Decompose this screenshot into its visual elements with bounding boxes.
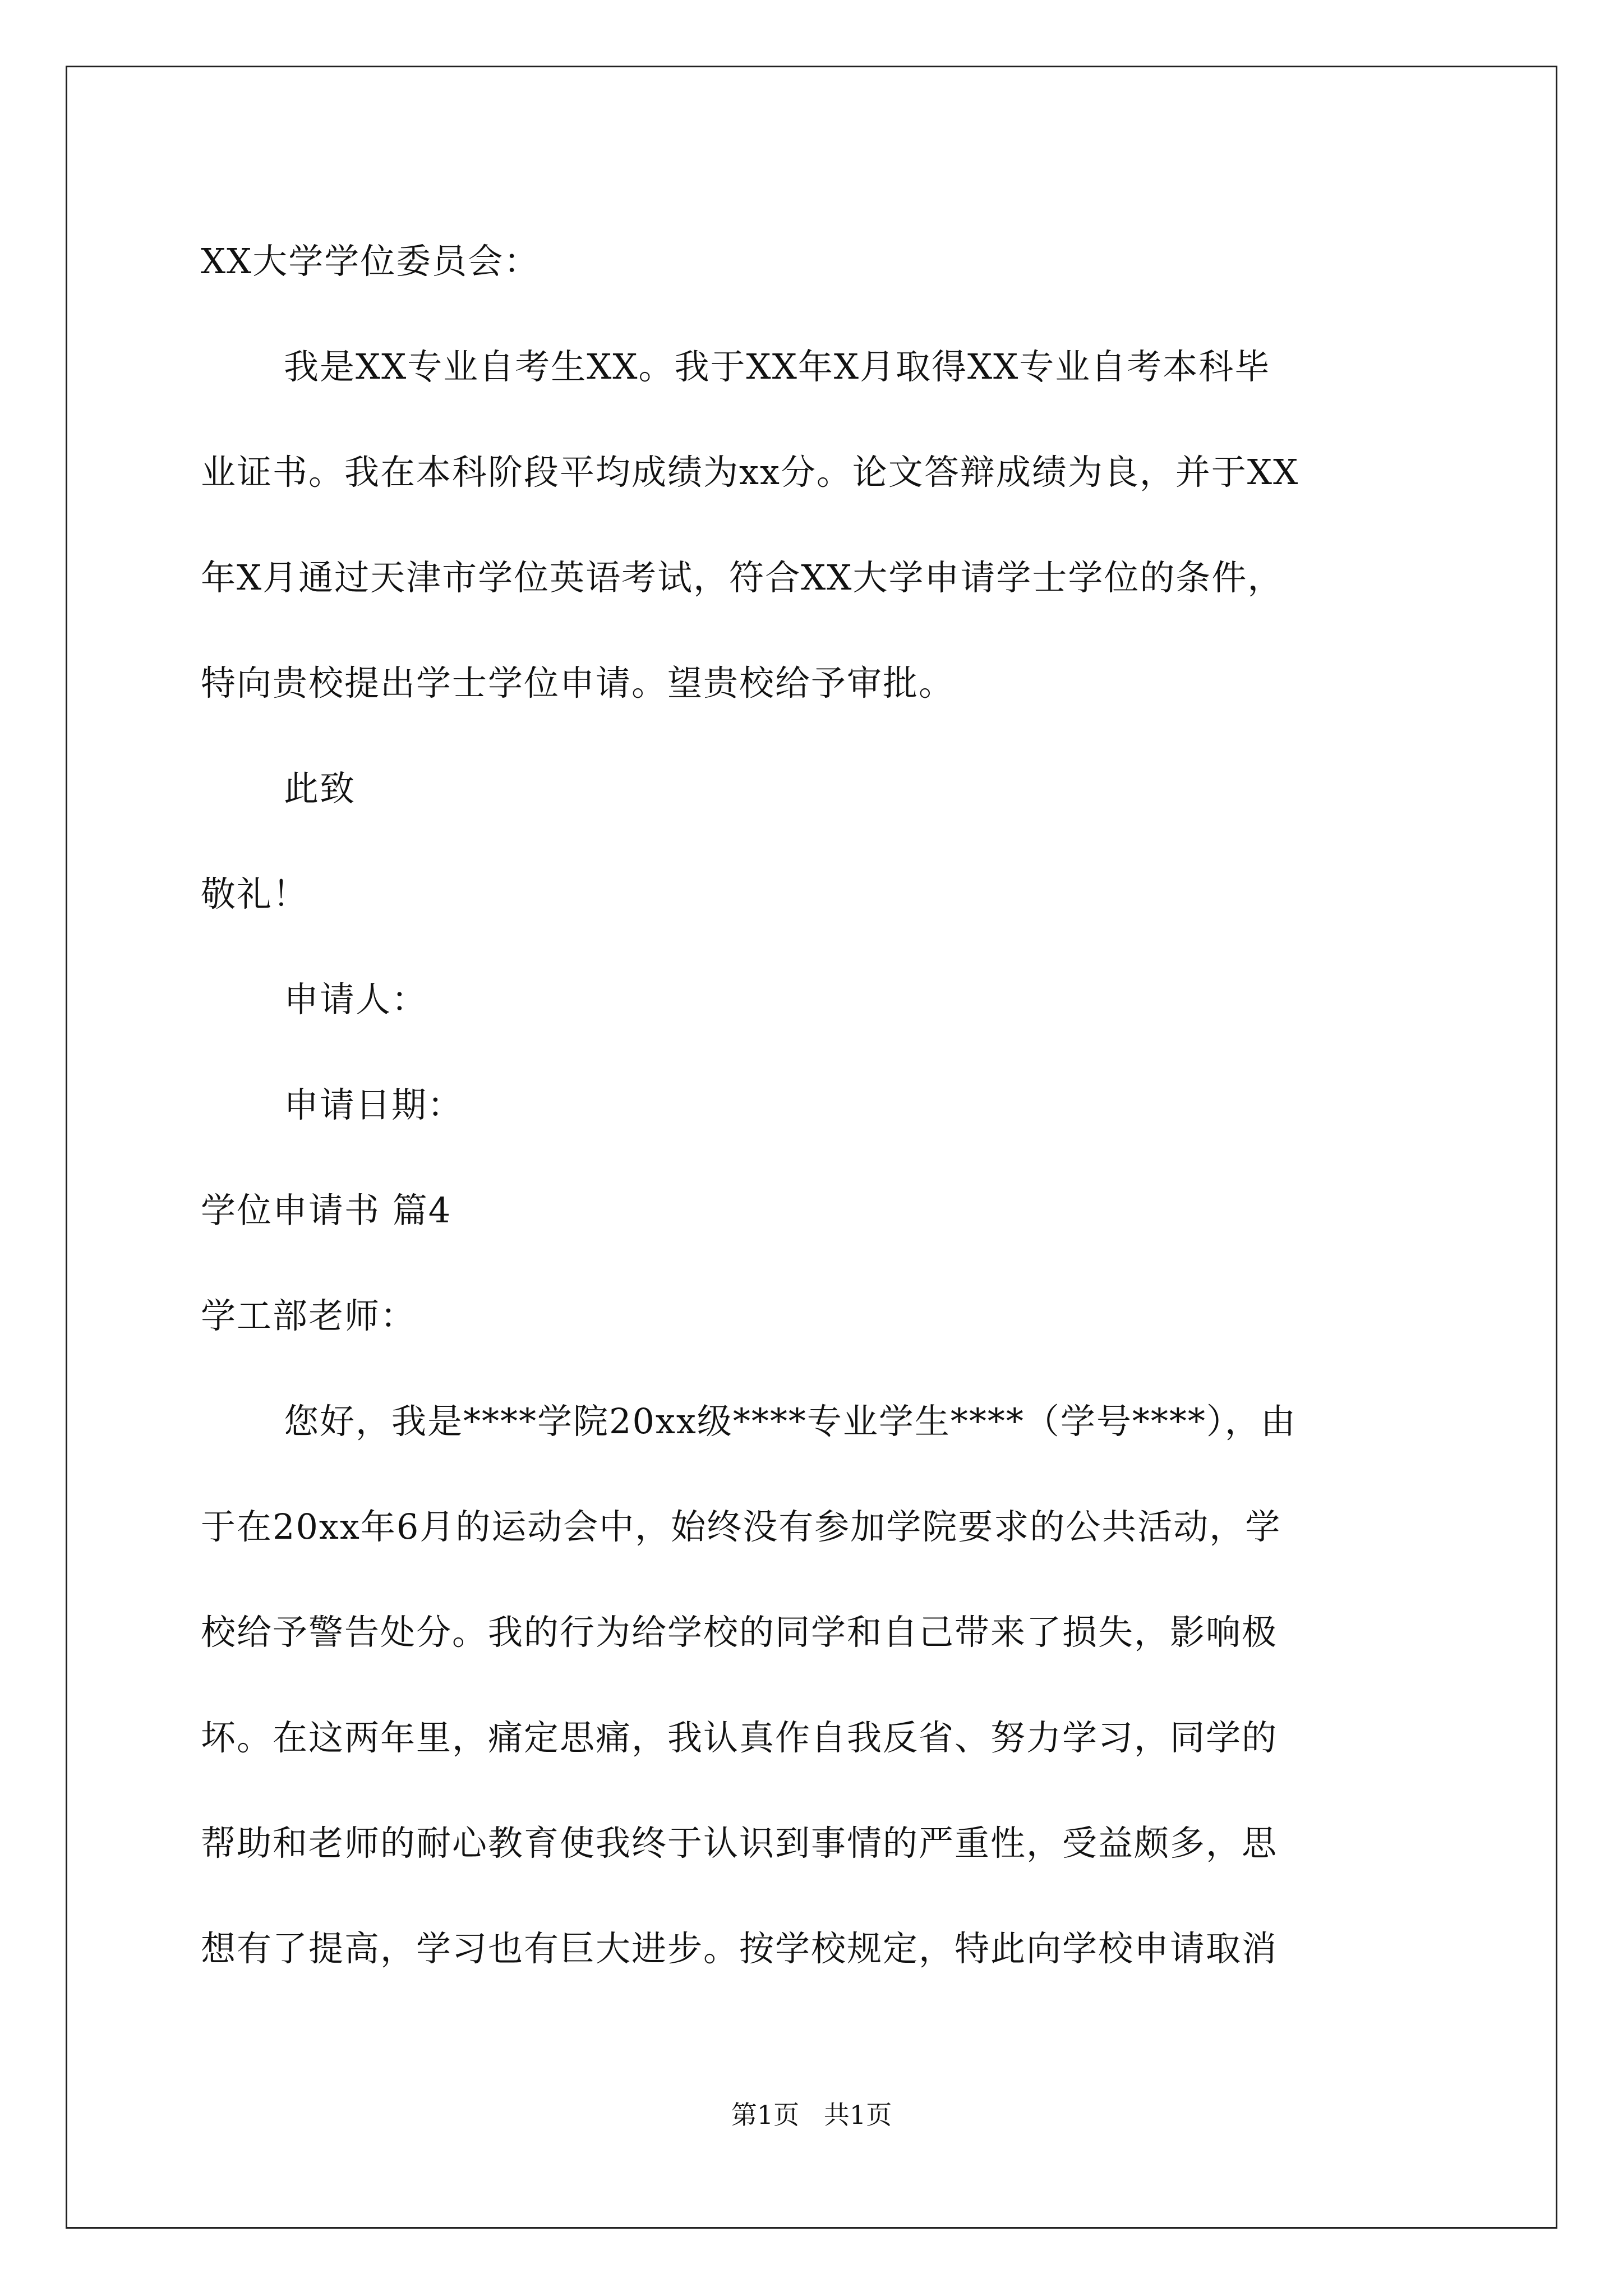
paragraph-line: 坏。在这两年里，痛定思痛，我认真作自我反省、努力学习，同学的 bbox=[201, 1717, 1278, 1758]
paragraph-line: 于在20xx年6月的运动会中，始终没有参加学院要求的公共活动，学 bbox=[201, 1506, 1281, 1547]
closing-line: 此致 bbox=[284, 768, 356, 809]
paragraph-line: 年X月通过天津市学位英语考试，符合XX大学申请学士学位的条件， bbox=[201, 557, 1284, 598]
document-body bbox=[201, 209, 1430, 2001]
paragraph-line: 特向贵校提出学士学位申请。望贵校给予审批。 bbox=[201, 662, 955, 703]
paragraph-line: 您好，我是****学院20xx级****专业学生****（学号****），由 bbox=[284, 1401, 1297, 1442]
date-label: 申请日期： bbox=[284, 1084, 464, 1125]
page-number-footer: 第1页 共1页 bbox=[731, 2100, 892, 2130]
closing-line: 敬礼！ bbox=[201, 873, 309, 914]
salutation: 学工部老师： bbox=[201, 1295, 417, 1336]
paragraph-line: 我是XX专业自考生XX。我于XX年X月取得XX专业自考本科毕 bbox=[284, 346, 1271, 387]
applicant-label: 申请人： bbox=[284, 979, 428, 1020]
paragraph-line: 校给予警告处分。我的行为给学校的同学和自己带来了损失，影响极 bbox=[201, 1612, 1278, 1653]
section-heading: 学位申请书 篇4 bbox=[201, 1190, 452, 1231]
paragraph-line: 业证书。我在本科阶段平均成绩为xx分。论文答辩成绩为良，并于XX bbox=[201, 452, 1299, 493]
salutation: XX大学学位委员会： bbox=[201, 241, 540, 282]
paragraph-line: 帮助和老师的耐心教育使我终于认识到事情的严重性，受益颇多，思 bbox=[201, 1823, 1278, 1864]
paragraph-line: 想有了提高，学习也有巨大进步。按学校规定，特此向学校申请取消 bbox=[201, 1928, 1278, 1969]
